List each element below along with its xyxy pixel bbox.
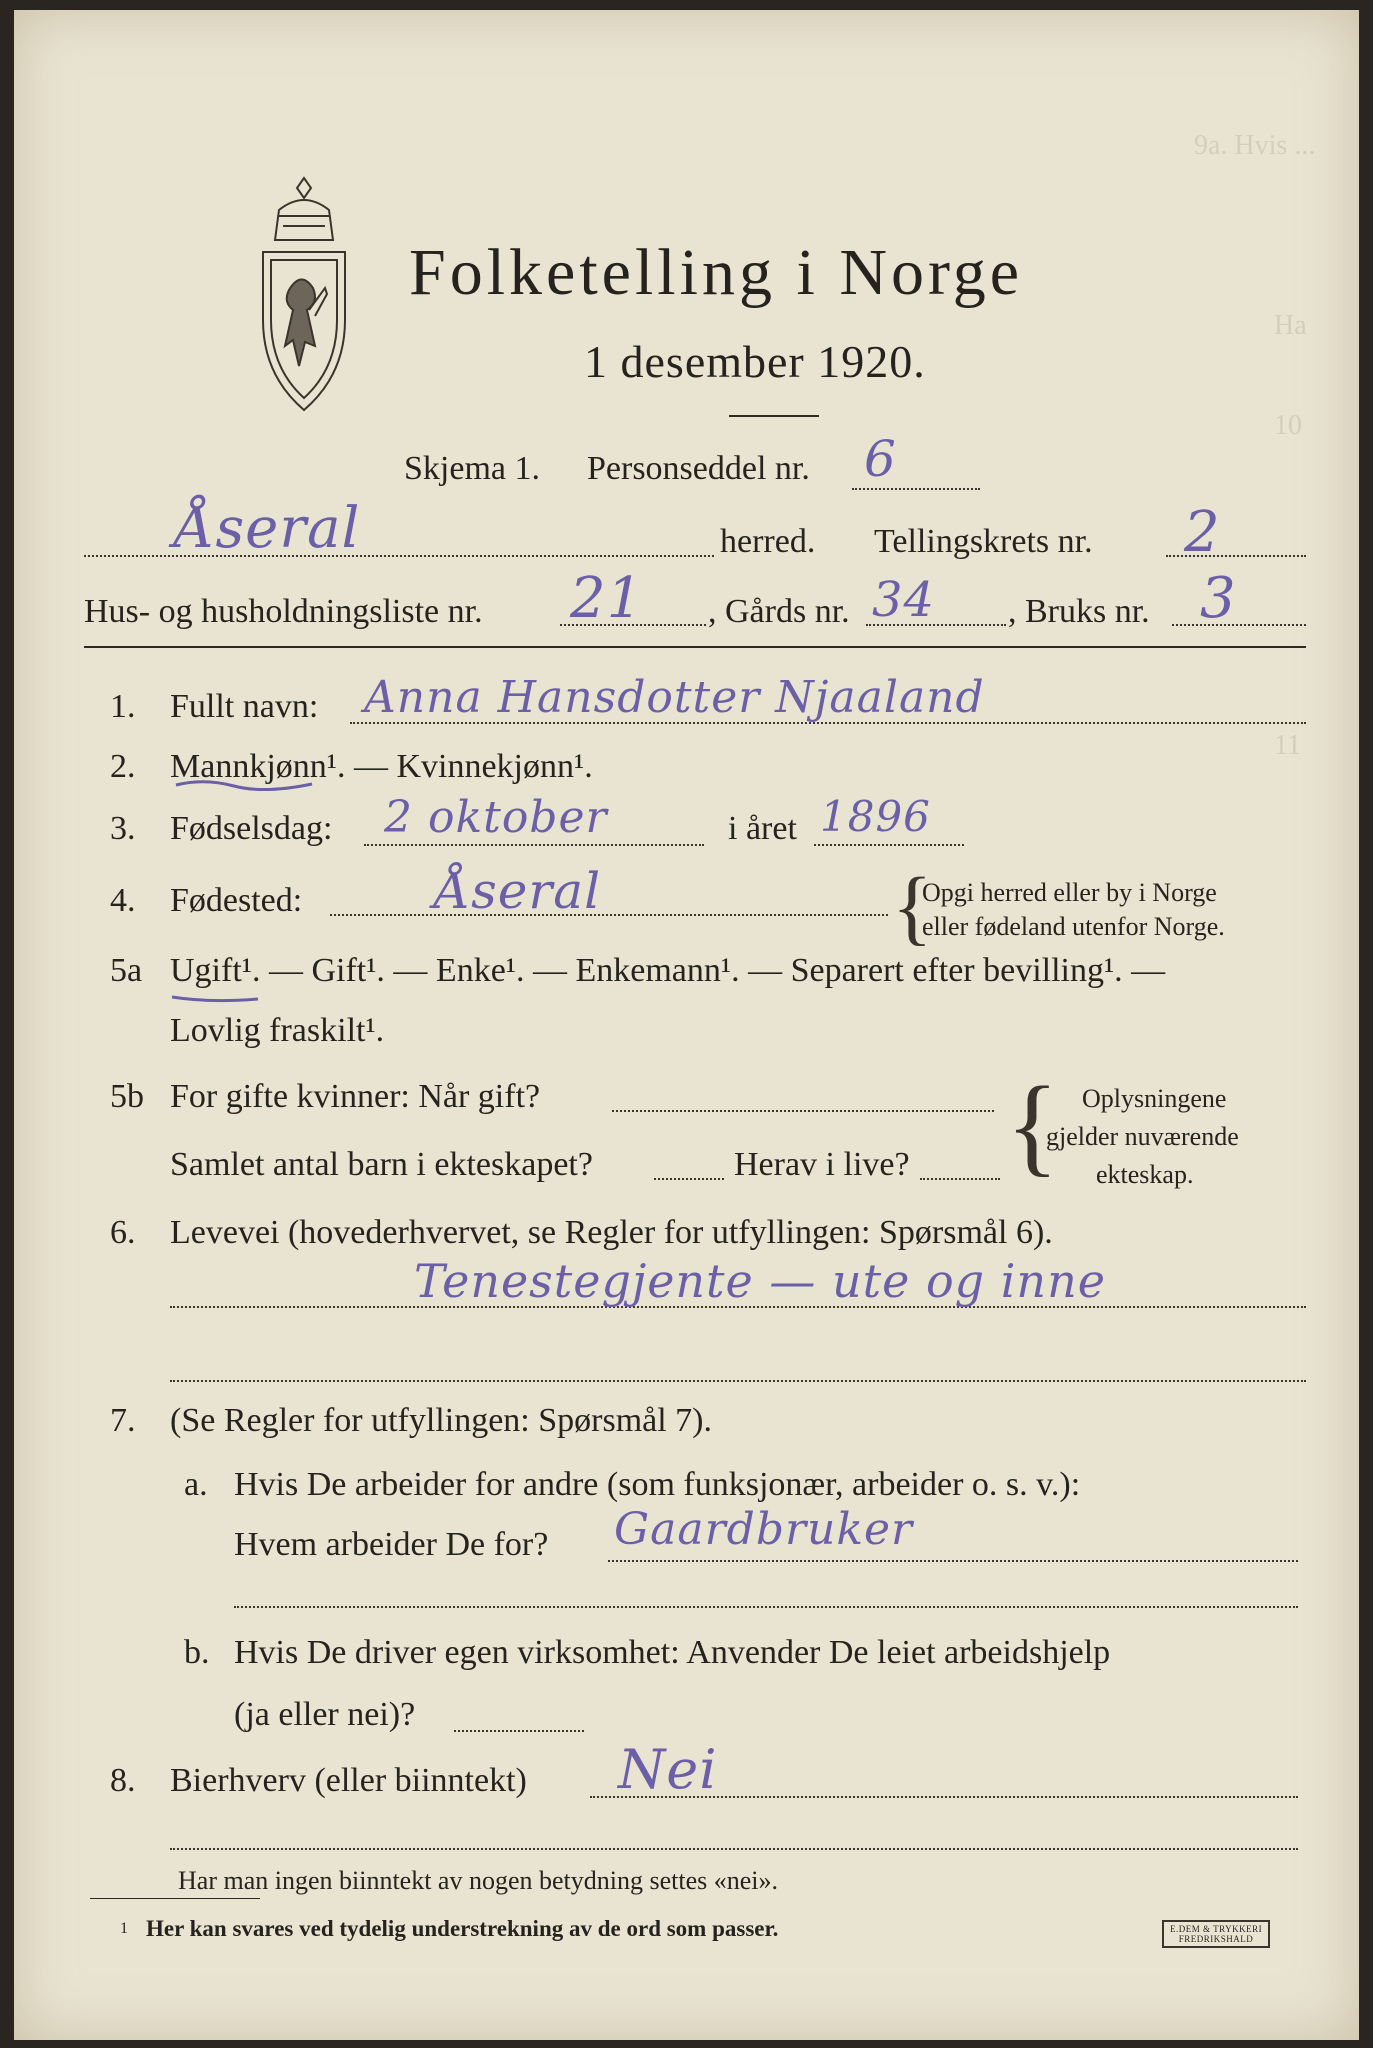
bruks-label: , Bruks nr. (1008, 593, 1150, 630)
footnote-text: Her kan svares ved tydelig understrekning av de ord som passer. (146, 1916, 779, 1941)
gards-value[interactable]: 34 (872, 572, 936, 628)
census-form-page: 9a. Hvis ... Ha 10 11 Folketelling i Norge 1 desember 1920. Skjema 1. Personseddel nr. 6 Åseral herred. Tellingskrets nr. 2 Hus- og husholdningsliste nr. 21 , Gårds nr. 34 , Bruks nr. 3 1. Fullt navn: Anna Hansdotter Njaaland 2. Mannkjønn¹. — Kvinnekjønn¹. 3. Fødselsdag: 2 oktober i året 1896 4. Fødested: Åseral { Opgi herred eller by i Norge eller fødeland utenfor Norge. 5a Ugift¹. — Gift¹. — Enke¹. — Enkemann¹. — Separert efter bevilling¹. — Lovlig fraskilt¹. 5b For gifte kvinner: Når gift? Samlet antal barn i ekteskapet? Herav i live? { Oplysningene gjelder nuværende ekteskap. 6. Levevei (hovederhvervet, se Regler for utfyllingen: Spørsmål 6). Tenestegjente — ute og inne 7. (Se Regler for utfyllingen: Spørsmål 7). a. Hvis De arbeider for andre (som funksjonær, arbeider o. s. v.): Hvem arbeider De for? Gaardbruker b. Hvis De driver egen virksomhet: Anvender De leiet arbeidshjelp (ja eller nei)? 8. Bierhverv (eller biinntekt) Nei Har man ingen biinntekt av nogen betydning settes «nei». 1 Her kan svares ved tydelig understrekning av de ord som passer. E.DEM & TRYKKERI FREDRIKSHALD (14, 10, 1359, 2040)
q5b-bracket: { (1006, 1064, 1059, 1186)
title-divider (729, 415, 819, 417)
bruks-value[interactable]: 3 (1200, 566, 1237, 631)
q1-number: 1. (110, 688, 136, 725)
q4-label: Fødested: (170, 882, 303, 919)
tellingskrets-label: Tellingskrets nr. (874, 523, 1093, 560)
q5b-label-1: For gifte kvinner: Når gift? (170, 1078, 541, 1115)
full-name-value[interactable]: Anna Hansdotter Njaaland (364, 672, 985, 723)
q7b-line-1: Hvis De driver egen virksomhet: Anvender De leiet arbeidshjelp (234, 1634, 1111, 1671)
q7a-line-1: Hvis De arbeider for andre (som funksjonær, arbeider o. s. v.): (234, 1466, 1081, 1503)
q5b-field-line-2 (654, 1178, 724, 1180)
personseddel-field-line (852, 488, 980, 490)
q7-number: 7. (110, 1402, 136, 1439)
secondary-income-value[interactable]: Nei (618, 1738, 718, 1801)
q7a-field-line (608, 1560, 1298, 1562)
birthday-value[interactable]: 2 oktober (384, 792, 608, 843)
q3-number: 3. (110, 810, 136, 847)
occupation-value[interactable]: Tenestegjente — ute og inne (414, 1254, 1106, 1308)
year-label: i året (728, 810, 797, 847)
q7b-letter: b. (184, 1634, 210, 1671)
q5b-note-1: Oplysningene (1082, 1084, 1227, 1113)
q4-bracket: { (892, 861, 933, 954)
skjema-label: Skjema 1. (404, 450, 540, 487)
q5a-line-2: Lovlig fraskilt¹. (170, 1012, 385, 1049)
q5a-number: 5a (110, 952, 143, 989)
q5b-label-3: Herav i live? (734, 1146, 910, 1183)
q4-note-1: Opgi herred eller by i Norge (922, 878, 1217, 907)
q6-label: Levevei (hovederhvervet, se Regler for utfyllingen: Spørsmål 6). (170, 1214, 1053, 1251)
q5a-line-1: Ugift¹. — Gift¹. — Enke¹. — Enkemann¹. — Separert efter bevilling¹. — (170, 952, 1166, 989)
q4-field-line (330, 914, 888, 916)
q5b-note-3: ekteskap. (1096, 1160, 1194, 1189)
q5b-note-2: gjelder nuværende (1046, 1122, 1239, 1151)
q8-label: Bierhverv (eller biinntekt) (170, 1762, 527, 1799)
q4-note-2: eller fødeland utenfor Norge. (922, 912, 1225, 941)
q1-label: Fullt navn: (170, 688, 319, 725)
footnote-mark: 1 (120, 1920, 128, 1937)
hus-value[interactable]: 21 (570, 566, 644, 631)
q2-label: Mannkjønn¹. — Kvinnekjønn¹. (170, 748, 593, 785)
q3-label: Fødselsdag: (170, 810, 333, 847)
footnote-divider (90, 1898, 260, 1899)
q7-label: (Se Regler for utfyllingen: Spørsmål 7). (170, 1402, 713, 1439)
q7b-field-line (454, 1730, 584, 1732)
herred-label: herred. (720, 523, 816, 560)
q7a-letter: a. (184, 1466, 208, 1503)
printer-line-2: FREDRIKSHALD (1178, 1934, 1254, 1944)
q8-field-line-2 (170, 1848, 1298, 1850)
birth-year-value[interactable]: 1896 (820, 792, 931, 841)
bruks-field-line (1172, 624, 1306, 626)
hus-label: Hus- og husholdningsliste nr. (84, 593, 483, 630)
q8-number: 8. (110, 1762, 136, 1799)
q5b-number: 5b (110, 1078, 144, 1115)
q6-field-line-2 (170, 1380, 1306, 1382)
birthplace-value[interactable]: Åseral (434, 862, 602, 920)
q3-field-line (364, 844, 704, 846)
employer-value[interactable]: Gaardbruker (614, 1504, 914, 1555)
strike-mark (174, 778, 314, 792)
gards-label: , Gårds nr. (708, 593, 850, 630)
personseddel-value[interactable]: 6 (864, 430, 897, 488)
q5b-label-2: Samlet antal barn i ekteskapet? (170, 1146, 593, 1183)
header-divider (84, 646, 1306, 648)
underline-mark (170, 992, 260, 1004)
q5b-field-line-1 (612, 1110, 994, 1112)
form-title: Folketelling i Norge (409, 236, 1024, 309)
footer-note: Har man ingen biinntekt av nogen betydning settes «nei». (178, 1866, 779, 1895)
tellingskrets-value[interactable]: 2 (1184, 500, 1221, 565)
printer-stamp (1162, 1920, 1270, 1948)
q5b-field-line-3 (920, 1178, 1000, 1180)
printer-line-1: E.DEM & TRYKKERI (1170, 1924, 1263, 1934)
census-date: 1 desember 1920. (584, 336, 926, 387)
year-field-line (814, 844, 964, 846)
personseddel-label: Personseddel nr. (587, 450, 810, 487)
coat-of-arms-icon (249, 170, 359, 420)
q4-number: 4. (110, 882, 136, 919)
q7a-line-2: Hvem arbeider De for? (234, 1526, 549, 1563)
q7a-field-line-2 (234, 1606, 1298, 1608)
herred-value[interactable]: Åseral (174, 496, 361, 561)
q6-number: 6. (110, 1214, 136, 1251)
q2-number: 2. (110, 748, 136, 785)
q7b-line-2: (ja eller nei)? (234, 1696, 416, 1733)
